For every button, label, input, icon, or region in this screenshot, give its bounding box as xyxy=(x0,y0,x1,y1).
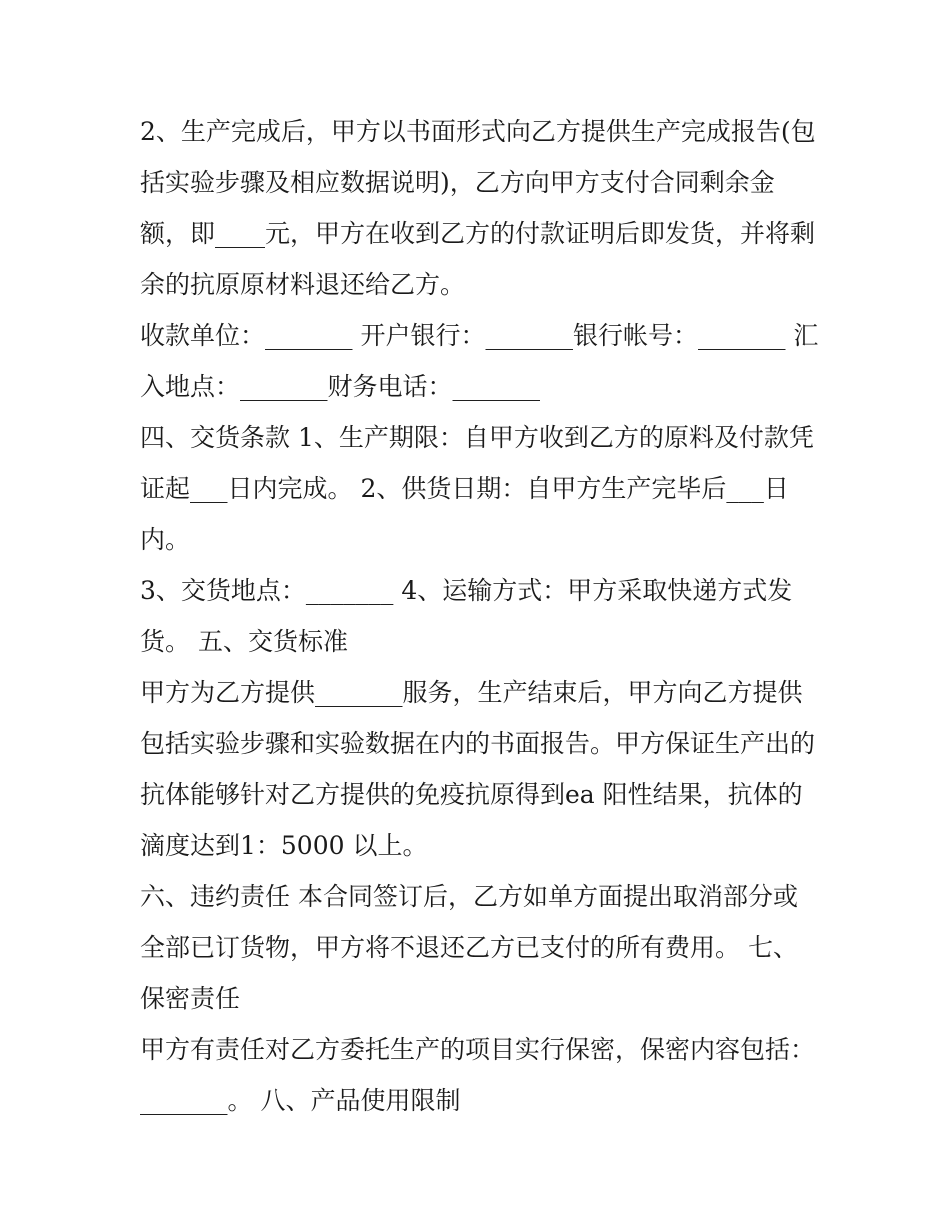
document-body xyxy=(140,106,820,1126)
text-line: 甲方有责任对乙方委托生产的项目实行保密，保密内容包括： xyxy=(140,1035,816,1064)
text-line: 包括实验步骤和实验数据在内的书面报告。甲方保证生产出的 xyxy=(140,729,816,758)
text-line: 额，即____元，甲方在收到乙方的付款证明后即发货，并将剩 xyxy=(140,219,816,248)
text-line: 四、交货条款 1、生产期限：自甲方收到乙方的原料及付款凭 xyxy=(140,423,814,452)
text-line: 括实验步骤及相应数据说明)，乙方向甲方支付合同剩余金 xyxy=(140,168,775,197)
text-line: _______。 八、产品使用限制 xyxy=(140,1086,461,1115)
text-line: 内。 xyxy=(140,525,191,554)
text-line: 2、生产完成后，甲方以书面形式向乙方提供生产完成报告(包 xyxy=(140,117,816,146)
text-line: 入地点：_______财务电话：_______ xyxy=(140,372,541,401)
text-line: 保密责任 xyxy=(140,984,241,1013)
text-line: 余的抗原原材料退还给乙方。 xyxy=(140,270,466,299)
text-line: 滴度达到1：5000 以上。 xyxy=(140,831,428,860)
text-line: 3、交货地点：_______ 4、运输方式：甲方采取快递方式发 xyxy=(140,576,793,605)
text-line: 抗体能够针对乙方提供的免疫抗原得到ea 阳性结果，抗体的 xyxy=(140,780,803,809)
text-line: 证起___日内完成。 2、供货日期：自甲方生产完毕后___日 xyxy=(140,474,789,503)
text-line: 甲方为乙方提供_______服务，生产结束后，甲方向乙方提供 xyxy=(140,678,803,707)
text-line: 六、违约责任 本合同签订后，乙方如单方面提出取消部分或 xyxy=(140,882,798,911)
text-line: 货。 五、交货标准 xyxy=(140,627,348,656)
text-line: 全部已订货物，甲方将不退还乙方已支付的所有费用。 七、 xyxy=(140,933,798,962)
text-line: 收款单位：_______ 开户银行：_______银行帐号：_______ 汇 xyxy=(140,321,819,350)
